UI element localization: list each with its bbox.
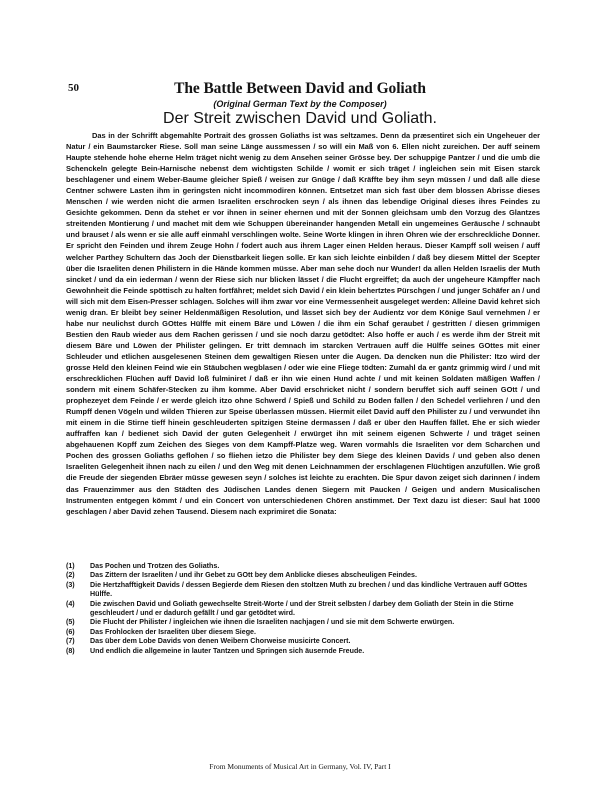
list-item-number: (8): [66, 646, 75, 655]
list-item-text: Das Zittern der Israeliten / und ihr Gebet zu GOtt bey dem Anblicke dieses abscheuligen Feindes.: [90, 571, 417, 580]
list-item: [66, 600, 542, 619]
list-item-text: Die zwischen David und Goliath gewechselte Streit-Worte / und der Streit selbsten / darbey dem Goliath der Stein in die Stirne geschleudert / und er dadurch gefällt / und gar getödtet wird.: [90, 599, 514, 618]
sonata-program-list: [66, 562, 542, 656]
list-item-number: (3): [66, 580, 75, 589]
list-item-text: Das Pochen und Trotzen des Goliaths.: [90, 562, 220, 570]
list-item-text: Die Hertzhafftigkeit Davids / dessen Begierde dem Riesen den stoltzen Muth zu brechen / und das kindliche Vertrauen auff GOttes Hülffe.: [90, 580, 528, 599]
list-item: [66, 618, 542, 627]
source-footer: From Monuments of Musical Art in Germany, Vol. IV, Part I: [209, 762, 391, 771]
page-title: The Battle Between David and Goliath: [174, 80, 426, 97]
list-item-text: Die Flucht der Philister / ingleichen wie ihnen die Israeliten nachjagen / und sie mit dem Schwerte erwürgen.: [90, 618, 455, 627]
list-item: [66, 581, 542, 600]
list-item-text: Das über dem Lobe Davids von denen Weibern Chorweise musicirte Concert.: [90, 637, 351, 646]
list-item: [66, 628, 542, 637]
list-item-number: (7): [66, 637, 75, 646]
body-paragraph: Das in der Schrifft abgemahlte Portrait des grossen Goliaths ist was seltzames. Denn da præsentiret sich ein Ungeheuer der Natur / ein Baumstarcker Riese. Soll man seine Länge aussmessen / so will ein Maß von 6. Ellen nicht zureichen. Der auff seinem Haupte stehende hohe eherne Helm träget nicht wenig zu dem Ansehen seiner Grösse bey. Der schuppige Pantzer / und die umb die Schenckeln gelegte Bein-Harnische nebenst dem wichtigsten Schilde / womit er sich träget / ingleichen sein mit Eisen starck beschlagener und einem Weber-Baume gleicher Spieß / weisen zur Gnüge / daß Kräffte bey ihm seyn müssen / und daß alle diese Centner schwere Lasten ihm in geringsten nicht incommodiren können. Entsetzet man sich fast über dem blossen Abrisse dieses Menschen / wie werden nicht die armen Israeliten erschrocken seyn / als ihnen das lebendige Original dieses ihres Feindes zu Gesichte gekommen. Denn da stehet er vor ihnen in seiner ehernen und mit der Sonnen gleichsam umb den Vorzug des Glantzes streitenden Montierung / und machet mit dem wie Schuppen übereinander hangenden Metall ein ungemeines Geräusche / schnaubt und brauset / als wenn er sie alle auff einmahl verschlingen wolte. Seine Worte klingen in ihren Ohren wie der erschreckliche Donner. Er spricht den Feinden und ihrem Zeuge Hohn / fodert auch aus ihrem Lager einen Helden heraus. Dieser Kampff soll weisen / auff welcher Parthey Schultern das Joch der Dienstbarkeit liegen solle. Er kan sich leichte einbilden / daß bey diesem Mittel der Scepter über die Israeliten denen Philistern in die Hände kommen müsse. Aber man sehe doch nur Wunder! da allen Helden Israelis der Muth sincket / und da ein iederman / wenn der Riese sich nur blicken lässet / die Flucht ergreiffet; da auch der ungeheure Kämpffer nach Gewohnheit die Feinde spöttisch zu halten fortfähret; meldet sich David / ein klein behertztes Pürschgen / und junger Schäfer an / und will sich mit dem Eisen-Presser schlagen. Solches will ihm zwar vor eine Vermessenheit ausgeleget werden: Alleine David kehret sich wenig dran. Er bleibt bey seiner Heldenmäßigen Resolution, und lässet sich bey der Audientz vor dem Könige Saul vernehmen / er habe nur neulichst durch GOttes Hülffe mit einem Bäre und Löwen / die ihm ein Schaf geraubet / gestritten / diesen grimmigen Bestien den Raub wieder aus dem Rachen gerissen / und sie noch darzu getödtet: Also hoffe er auch / es werde ihm der Streit mit diesem Bäre und Löwen der Philister gelingen. Er tritt demnach im starcken Vertrauen auff die Hülffe seines GOttes mit einer Schleuder und etlichen ausgelesenen Steinen dem gewaltigen Riesen unter die Augen. Da dencken nun die Philister: Itzo wird der grosse Held den kleinen Feind wie ein Stäubchen wegblasen / oder wie eine Fliege tödten: Zumahl da er gantz grimmig wird / und mit erschrecklichen Flüchen auff David loß fulminiret / daß er ihn wie einen Hund achte / und mit keinen Soldaten mäßigen Waffen / sondern mit einem Schäfer-Stecken zu ihm komme. Aber David erschricket nicht / sondern beruffet sich auff seinen GOtt / und prophezeyet dem Feinde / er werde gleich itzo ohne Schwerd / Spieß und Schild zu Boden fallen / den Schedel verliehren / und den Rumpff denen Vögeln und wilden Thieren zur Speise überlassen müssen. Hiermit eilet David auff den Philister zu / und verwundet ihn mit einem in die Stirne tieff hinein geschleuderten spitzigen Steine dermassen / daß er über den Hauffen fället. Ehe er sich wieder auffraffen kan / bedienet sich David der guten Gelegenheit / erwürget ihn mit seinem eigenen Schwerte / und träget seinen abgehauenen Kopff zum Zeichen des Sieges von dem Kampff-Platze weg. Waren vormahls die Israeliten vor dem Scharchen und Pochen des grossen Goliaths geflohen / so fliehen ietzo die Philister bey dem Siege des kleinen Davids / und geben also denen Israeliten Gelegenheit ihnen nach zu eilen / und den Weg mit denen Leichnammen der erschlagenen Flüchtigen anzufüllen. Wie groß die Freude der siegenden Ebräer müsse gewesen seyn / solches ist leichte zu erachten. Die Spur davon zeiget sich darinnen / indem das Frauenzimmer aus den Städten des Jüdischen Landes denen Siegern mit Paucken / Geigen und andern Musicalischen Instrumenten entgegen kömmt / und ein Concert von unterschiedenen Chören anstimmet. Der Text dazu ist dieser: Saul hat 1000 geschlagen / aber David zehen Tausend. Diesem nach exprimiret die Sonata:: [66, 131, 541, 516]
list-item: [66, 647, 542, 656]
german-title: Der Streit zwischen David und Goliath.: [163, 110, 437, 127]
list-item-number: (4): [66, 599, 75, 608]
list-item: [66, 562, 542, 571]
list-item-number: (6): [66, 627, 75, 636]
list-item: [66, 637, 542, 646]
list-item-text: Und endlich die allgemeine in lauter Tantzen und Springen sich äusernde Freude.: [90, 646, 365, 655]
list-item-text: Das Frohlocken der Israeliten über diesem Siege.: [90, 627, 256, 636]
page-subtitle: (Original German Text by the Composer): [213, 99, 387, 109]
list-item: [66, 571, 542, 580]
list-item-number: (1): [66, 562, 75, 570]
page-number: 50: [68, 82, 79, 94]
list-item-number: (2): [66, 571, 75, 580]
list-item-number: (5): [66, 618, 75, 627]
